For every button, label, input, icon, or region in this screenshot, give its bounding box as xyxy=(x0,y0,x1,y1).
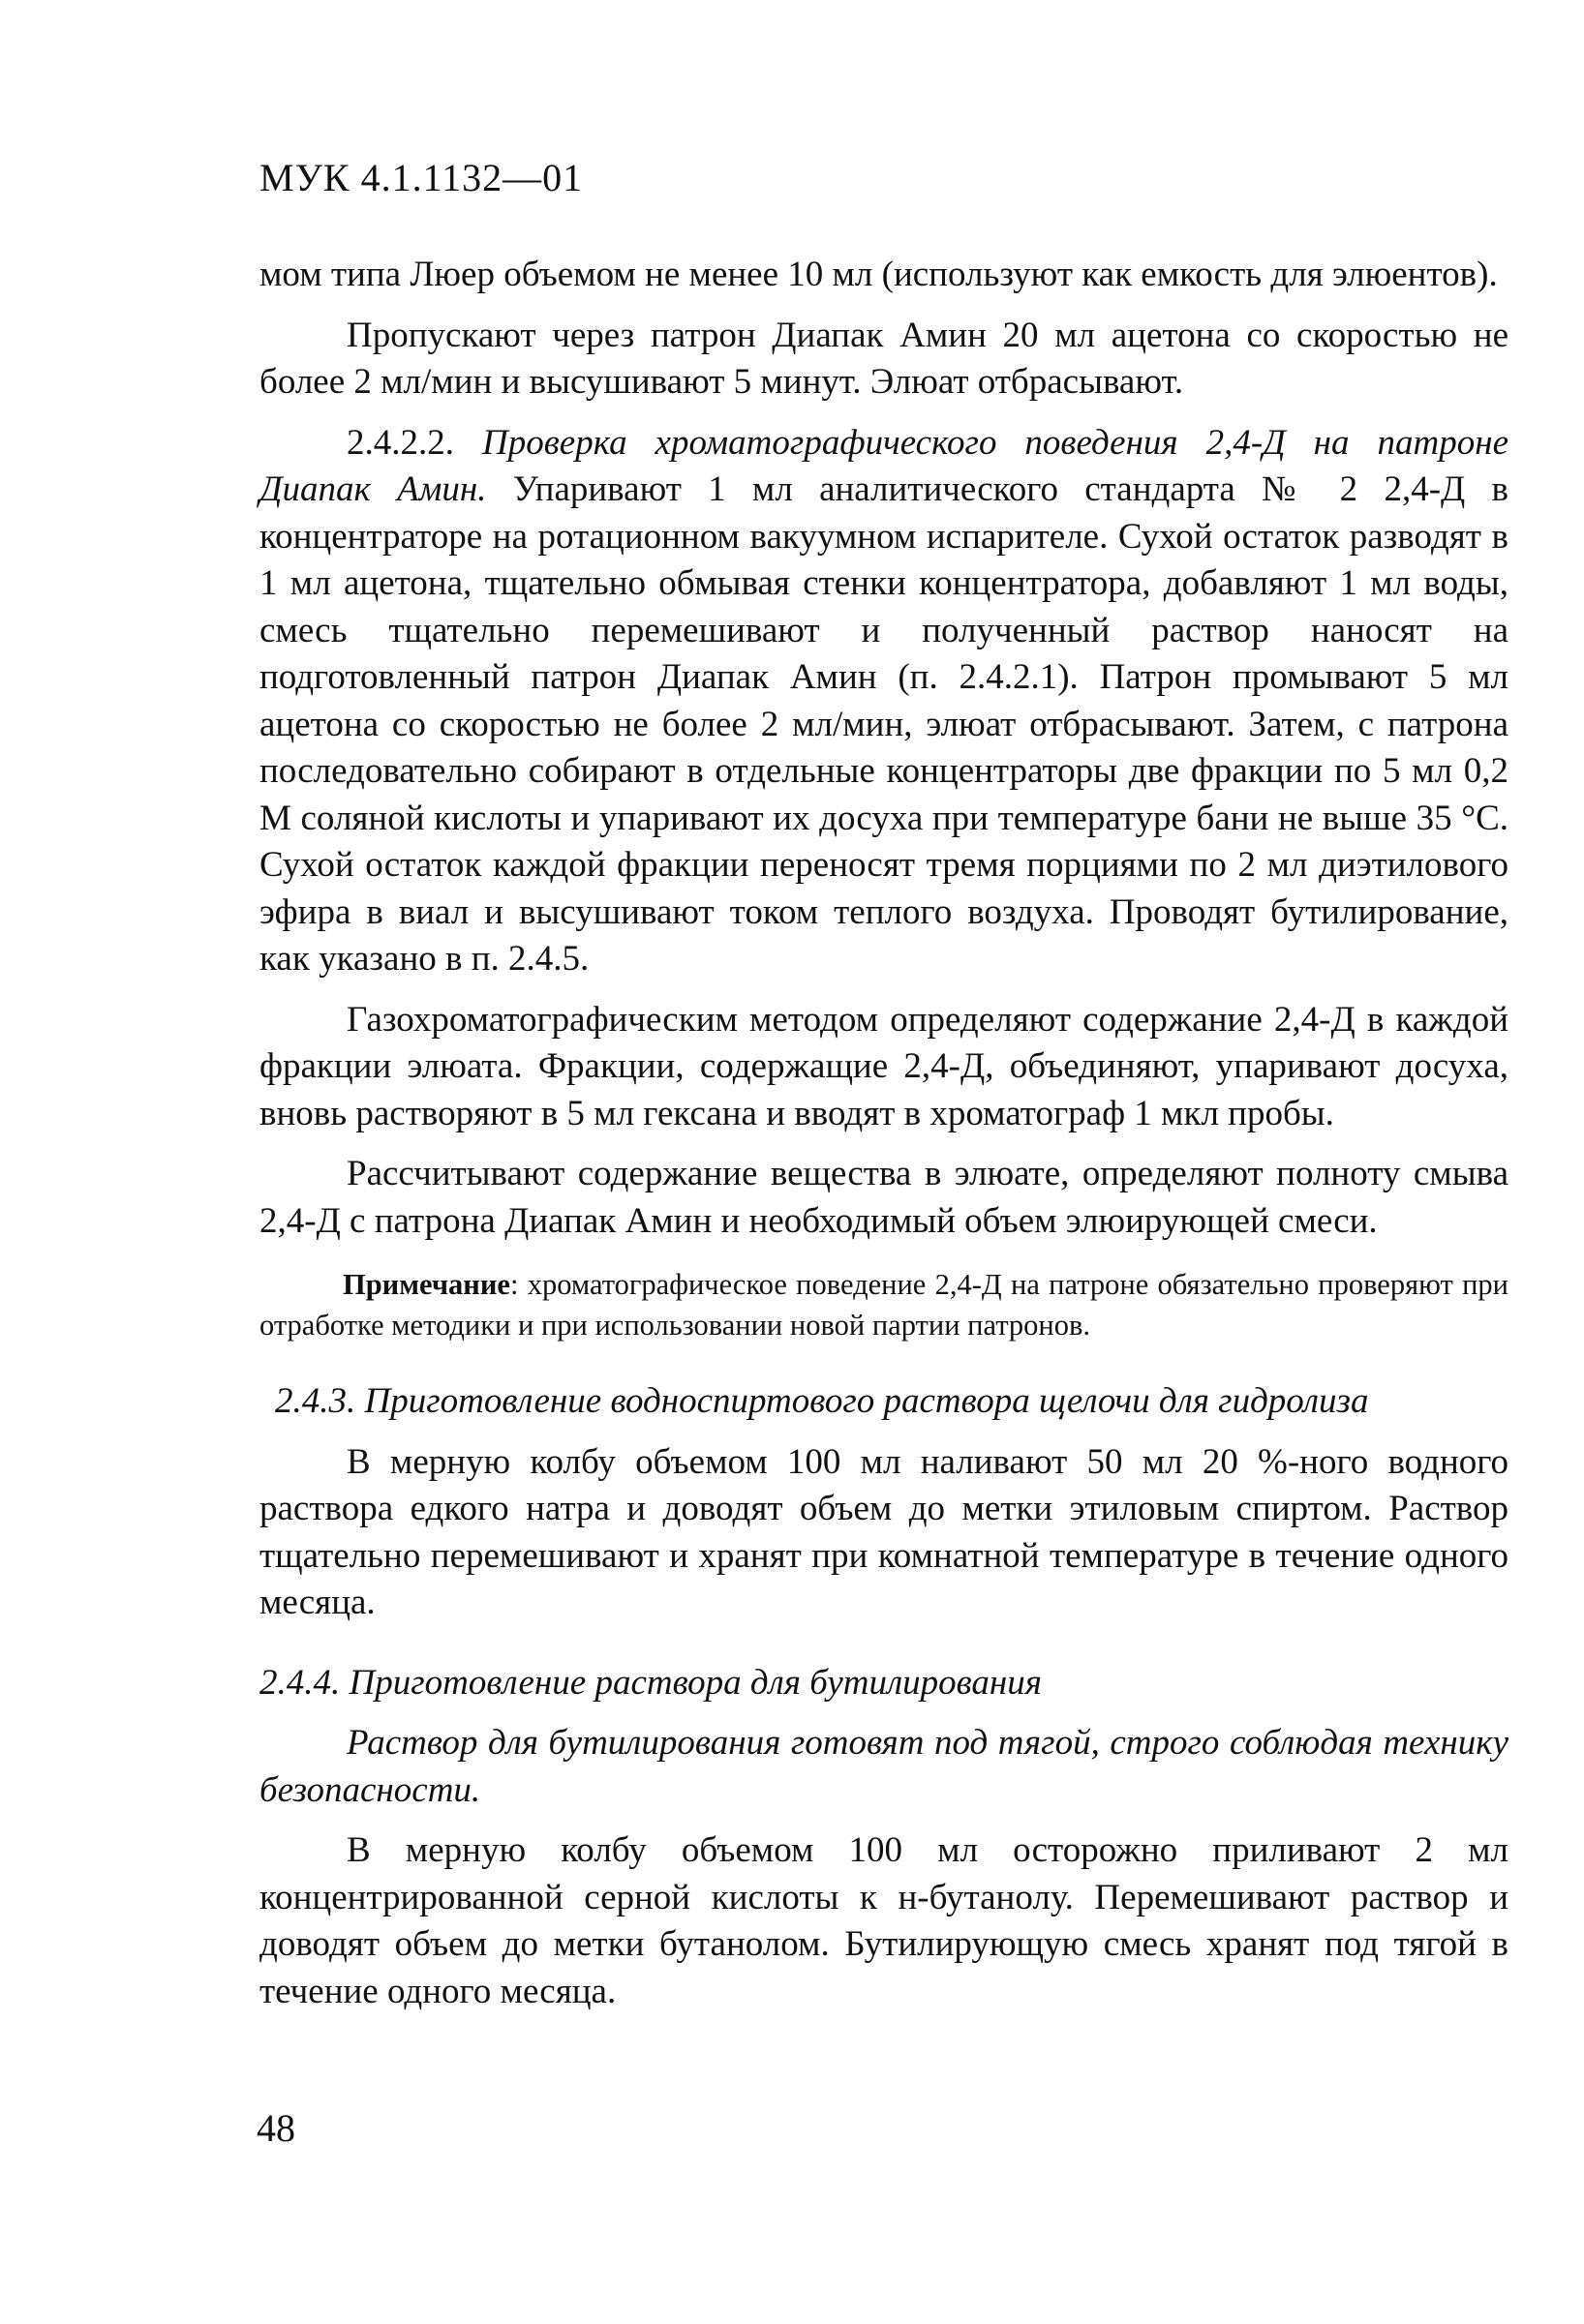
section-number: 2.4.2.2. xyxy=(347,422,482,463)
section-heading-2-4-3: 2.4.3. Приготовление водноспиртового раствора щелочи для гидролиза xyxy=(275,1381,1369,1421)
section-text: Упаривают 1 мл аналитического стандарта № 2 2,4-Д в концентраторе на ротационном вакуумном испарителе. Сухой остаток разводят в 1 мл ацетона, тщательно обмывая стенки концентратора, добавляют 1 мл воды, смесь тщательно перемешивают и полученный раствор наносят на подготовленный патрон Диапак Амин (п. 2.4.2.1). Патрон промывают 5 мл ацетона со скоростью не более 2 мл/мин, элюат отбрасывают. Затем, с патрона последовательно собирают в отдельные концентраторы две фракции по 5 мл 0,2 М соляной кислоты и упаривают их досуха при температуре бани не выше 35 °С. Сухой остаток каждой фракции переносят тремя порциями по 2 мл диэтилового эфира в виал и высушивают током теплого воздуха. Проводят бутилирование, как указано в п. 2.4.5. xyxy=(259,469,1508,979)
paragraph-gc-method: Газохроматографическим методом определяют содержание 2,4-Д в каждой фракции элюата. Фракции, содержащие 2,4-Д, объединяют, упаривают досуха, вновь растворяют в 5 мл гексана и вводят в хроматограф 1 мкл пробы. xyxy=(259,999,1508,1133)
paragraph-alkali-solution: В мерную колбу объемом 100 мл наливают 50 мл 20 %-ного водного раствора едкого натра и доводят объем до метки этиловым спиртом. Раствор тщательно перемешивают и хранят при комнатной температуре в течение одного месяца. xyxy=(259,1441,1508,1622)
note-text: : хроматографическое поведение 2,4-Д на патроне обязательно проверяют при отработке методики и при использовании новой партии патронов. xyxy=(259,1268,1508,1342)
paragraph-butylation-solution: В мерную колбу объемом 100 мл осторожно приливают 2 мл концентрированной серной кислоты к н-бутанолу. Перемешивают раствор и доводят объем до метки бутанолом. Бутилирующую смесь хранят под тягой в течение одного месяца. xyxy=(259,1830,1508,2011)
safety-warning-text: Раствор для бутилирования готовят под тягой, строго соблюдая технику безопасности. xyxy=(259,1723,1508,1810)
note-label: Примечание xyxy=(343,1268,510,1301)
note xyxy=(259,1264,1508,1345)
section-heading-2-4-4: 2.4.4. Приготовление раствора для бутилирования xyxy=(259,1662,1042,1703)
paragraph-calculation: Рассчитывают содержание вещества в элюате, определяют полноту смыва 2,4-Д с патрона Диапак Амин и необходимый объем элюирующей смеси. xyxy=(259,1154,1508,1241)
page-number: 48 xyxy=(257,2106,295,2150)
running-header: МУК 4.1.1132—01 xyxy=(259,156,584,199)
document-page xyxy=(259,155,1508,2015)
paragraph-continuation: мом типа Люер объемом не менее 10 мл (используют как емкость для элюентов). xyxy=(259,255,1498,294)
paragraph-safety-warning xyxy=(259,1720,1508,1814)
section-title: Проверка хроматографического поведения 2,4-Д на патроне Диапак Амин. xyxy=(259,422,1509,509)
paragraph-cartridge-wash: Пропускают через патрон Диапак Амин 20 мл ацетона со скоростью не более 2 мл/мин и высушивают 5 минут. Элюат отбрасывают. xyxy=(259,315,1508,402)
paragraph-2-4-2-2 xyxy=(259,420,1508,983)
